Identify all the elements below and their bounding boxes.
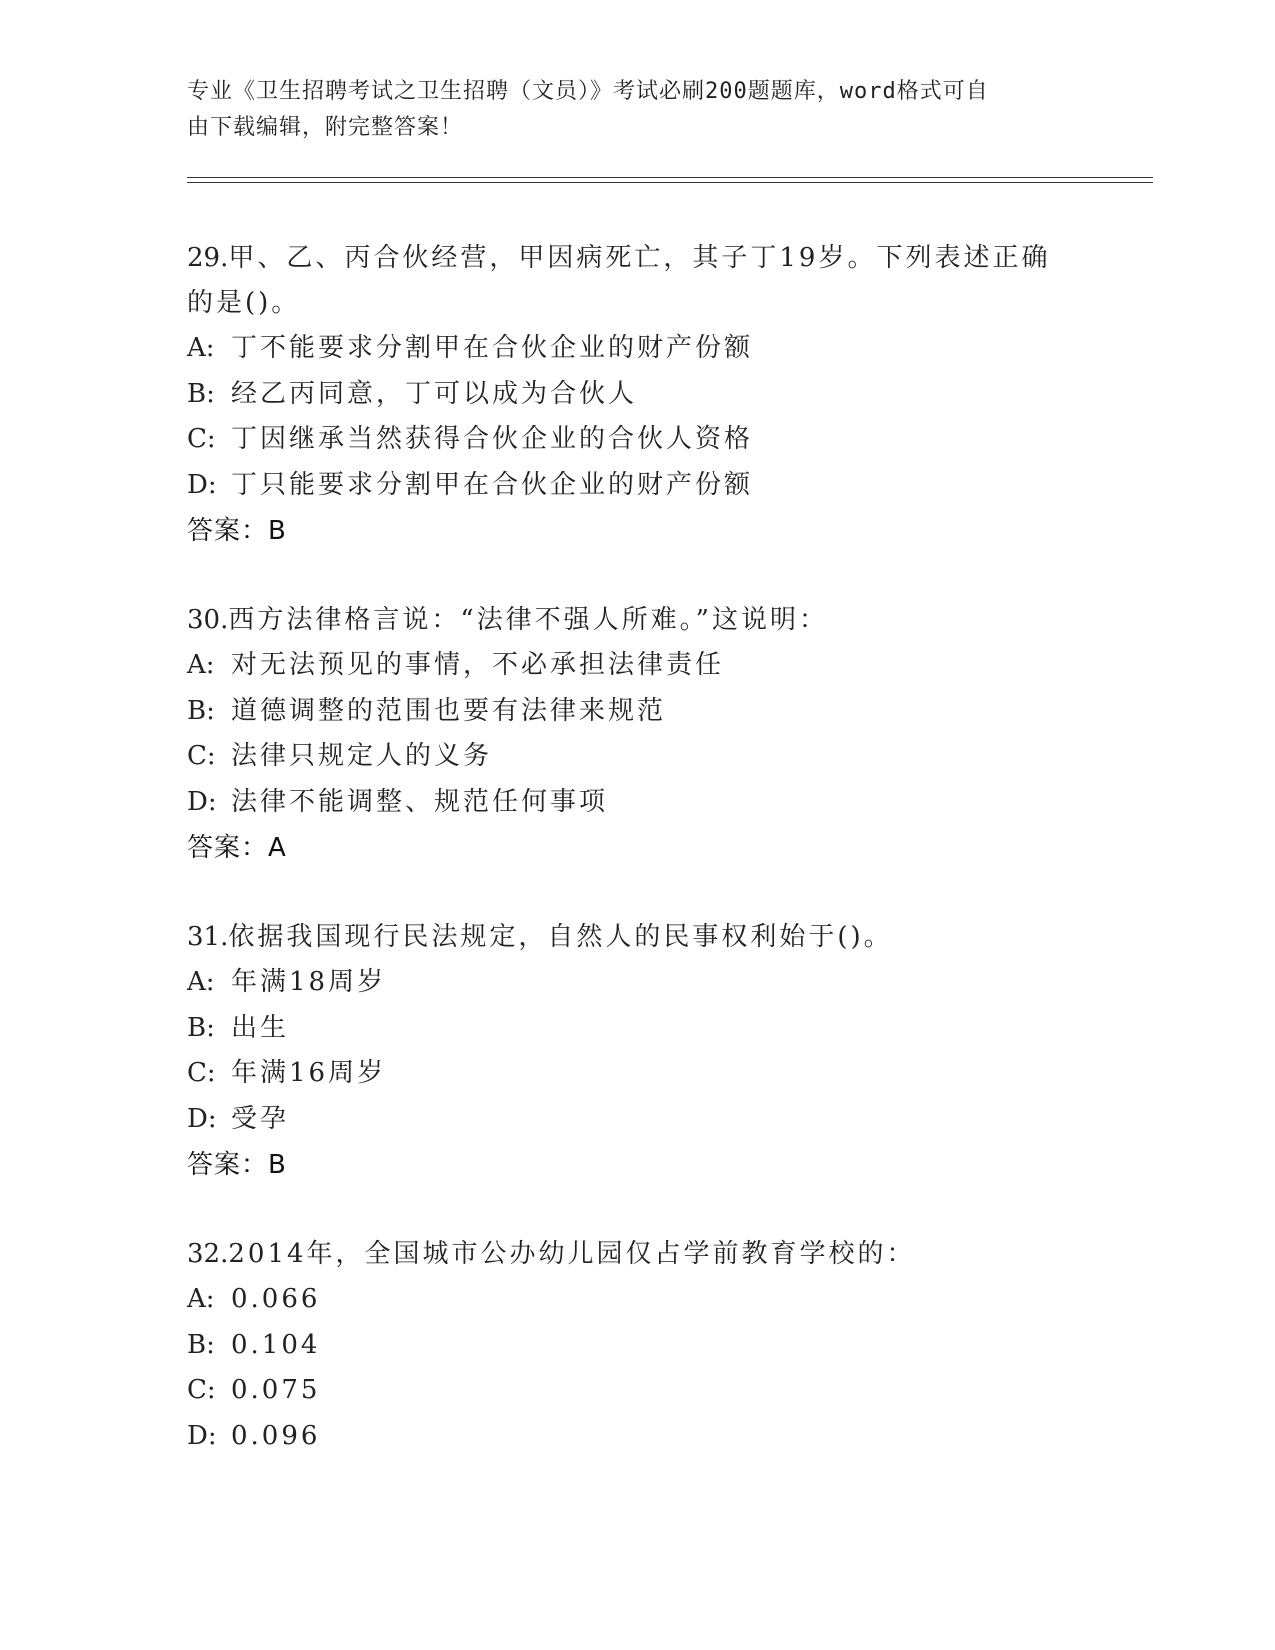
header-line-2: 由下载编辑，附完整答案！ <box>187 115 464 140</box>
option-key: B: <box>187 695 215 726</box>
option-text: 年满18周岁 <box>231 967 387 997</box>
option-key: B: <box>187 1329 215 1360</box>
question-number: 31. <box>187 922 229 952</box>
option-d <box>187 780 1147 826</box>
header-divider-top <box>187 177 1153 178</box>
question-spacer <box>187 1188 1147 1232</box>
option-b <box>187 689 1147 735</box>
question-stem-line-1: 2014年，全国城市公办幼儿园仅占学前教育学校的： <box>228 1239 916 1269</box>
option-text: 经乙丙同意，丁可以成为合伙人 <box>231 378 638 409</box>
option-text: 法律不能调整、规范任何事项 <box>231 786 609 817</box>
header-line-1: 专业《卫生招聘考试之卫生招聘（文员）》考试必刷200题题库，word格式可自 <box>187 79 989 104</box>
question-stem <box>187 236 1067 281</box>
option-c <box>187 1051 1147 1097</box>
question-stem <box>187 915 1067 960</box>
option-text: 出生 <box>231 1012 290 1043</box>
document-header <box>187 74 1067 146</box>
question-spacer <box>187 871 1147 915</box>
option-key: B: <box>187 1012 215 1043</box>
question-stem-line-1: 西方法律格言说：“法律不强人所难。”这说明： <box>228 605 828 635</box>
option-key: D: <box>187 786 217 817</box>
question-number: 32. <box>187 1239 229 1269</box>
option-text: 0.104 <box>231 1329 321 1360</box>
option-d <box>187 1414 1147 1460</box>
option-text: 0.096 <box>231 1420 321 1451</box>
question-stem <box>187 1232 1067 1277</box>
question-number: 29. <box>187 243 229 273</box>
option-text: 丁只能要求分割甲在合伙企业的财产份额 <box>231 469 754 500</box>
header-divider-bottom <box>187 182 1153 183</box>
option-key: C: <box>187 1058 216 1088</box>
question-32 <box>187 1232 1147 1459</box>
question-spacer <box>187 554 1147 598</box>
answer-line: 答案：B <box>187 516 287 546</box>
question-stem-line-1: 甲、乙、丙合伙经营，甲因病死亡，其子丁19岁。下列表述正确 <box>228 243 1051 273</box>
option-key: A: <box>187 967 215 997</box>
question-stem-line-1: 依据我国现行民法规定，自然人的民事权利始于()。 <box>228 922 893 952</box>
option-key: A: <box>187 1284 215 1314</box>
option-text: 道德调整的范围也要有法律来规范 <box>231 695 667 726</box>
option-text: 对无法预见的事情，不必承担法律责任 <box>231 650 725 680</box>
option-text: 年满16周岁 <box>231 1058 387 1088</box>
option-key: D: <box>187 1103 217 1134</box>
option-a <box>187 1277 1147 1323</box>
option-text: 受孕 <box>231 1103 290 1134</box>
question-stem <box>187 598 1067 643</box>
option-key: D: <box>187 469 217 500</box>
option-c <box>187 417 1147 463</box>
option-key: A: <box>187 333 215 363</box>
option-key: A: <box>187 650 215 680</box>
option-c <box>187 734 1147 780</box>
question-31 <box>187 915 1147 1188</box>
question-list <box>187 236 1147 1459</box>
option-key: D: <box>187 1420 217 1451</box>
option-key: C: <box>187 741 216 771</box>
question-29 <box>187 236 1147 554</box>
option-key: B: <box>187 378 215 409</box>
option-text: 丁因继承当然获得合伙企业的合伙人资格 <box>231 424 754 454</box>
option-d <box>187 1097 1147 1143</box>
answer-line: 答案：B <box>187 1150 287 1180</box>
question-number: 30. <box>187 605 229 635</box>
option-a <box>187 960 1147 1006</box>
option-text: 丁不能要求分割甲在合伙企业的财产份额 <box>231 333 754 363</box>
option-c <box>187 1368 1147 1414</box>
option-b <box>187 372 1147 418</box>
answer-line: 答案：A <box>187 833 287 863</box>
option-a <box>187 326 1147 372</box>
option-a <box>187 643 1147 689</box>
option-text: 0.066 <box>231 1284 321 1314</box>
question-30 <box>187 598 1147 871</box>
option-text: 法律只规定人的义务 <box>231 741 493 771</box>
option-b <box>187 1006 1147 1052</box>
option-key: C: <box>187 424 216 454</box>
option-text: 0.075 <box>231 1375 321 1405</box>
question-stem-line-2: 的是()。 <box>187 288 301 318</box>
option-d <box>187 463 1147 509</box>
option-b <box>187 1323 1147 1369</box>
option-key: C: <box>187 1375 216 1405</box>
